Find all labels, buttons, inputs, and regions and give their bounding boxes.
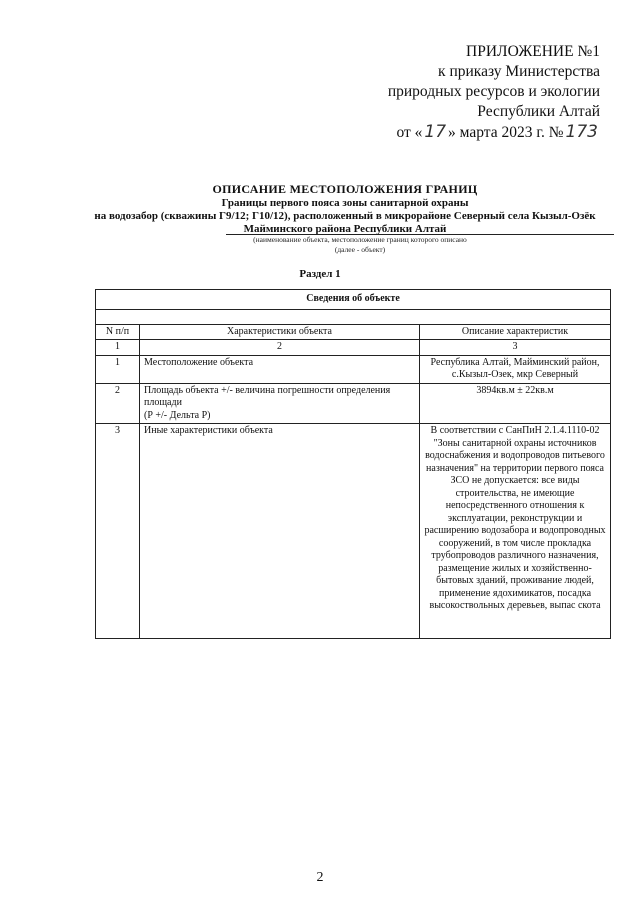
row-description: 3894кв.м ± 22кв.м	[420, 383, 611, 424]
appendix-title: ПРИЛОЖЕНИЕ №1	[466, 43, 600, 60]
col-header-number: N п/п	[96, 324, 140, 340]
handwritten-order-number: 173	[565, 122, 598, 142]
caption-line-1: (наименование объекта, местоположение границ которого описано	[253, 235, 467, 244]
table-spacer-row	[96, 309, 611, 324]
row-characteristic	[140, 383, 420, 424]
col-number-2: 2	[140, 340, 420, 356]
appendix-date-line	[300, 122, 600, 143]
col-number-1: 1	[96, 340, 140, 356]
table-row	[96, 383, 611, 424]
row-description: В соответствии с СанПиН 2.1.4.1110-02 "Зоны санитарной охраны источников водоснабжения и водопроводов питьевого назначения" на территории первого пояса ЗСО не допускается: все виды строительства, не имеющие непосредственного отношения к эксплуатации, реконструкции и расширению водозабора и водопроводных сооружений, в том числе прокладка трубопроводов различного назначения, размещение жилых и хозяйственно-бытовых зданий, проживание людей, применение ядохимикатов, посадка высокоствольных деревьев, выпас скота	[420, 424, 611, 639]
handwritten-day: 17	[424, 122, 447, 142]
row-number: 1	[96, 355, 140, 383]
table-heading: Сведения об объекте	[96, 290, 611, 310]
appendix-ministry: природных ресурсов и экологии	[387, 83, 600, 100]
title-caption	[180, 235, 540, 255]
document-title-block	[70, 182, 620, 236]
section-heading: Раздел 1	[299, 268, 341, 280]
document-subtitle-2: на водозабор (скважины Г9/12; Г10/12), расположенный в микрорайоне Северный села Кызыл-Озёк	[94, 210, 596, 222]
table-column-headers	[96, 324, 611, 340]
table-row	[96, 424, 611, 639]
col-number-3: 3	[420, 340, 611, 356]
object-info-table	[95, 289, 611, 639]
date-prefix: от «	[396, 124, 423, 141]
row-characteristic: Иные характеристики объекта	[140, 424, 420, 639]
row-description: Республика Алтай, Майминский район, с.Кызыл-Озек, мкр Северный	[420, 355, 611, 383]
appendix-region: Республики Алтай	[477, 103, 600, 120]
table-heading-row	[96, 290, 611, 310]
col-header-description: Описание характеристик	[420, 324, 611, 340]
caption-line-2: (далее - объект)	[334, 245, 386, 254]
row-characteristic-text: Площадь объекта +/- величина погрешности определения площади	[144, 384, 391, 408]
appendix-order-ref: к приказу Министерства	[438, 63, 600, 80]
document-subtitle-1: Границы первого пояса зоны санитарной охраны	[221, 197, 469, 209]
table-row	[96, 355, 611, 383]
page-number: 2	[316, 870, 324, 885]
row-number: 2	[96, 383, 140, 424]
appendix-header	[300, 42, 600, 143]
col-header-characteristic: Характеристики объекта	[140, 324, 420, 340]
row-characteristic-formula: (Р +/- Дельта Р)	[144, 409, 211, 421]
row-characteristic: Местоположение объекта	[140, 355, 420, 383]
row-number: 3	[96, 424, 140, 639]
date-mid: » марта 2023 г. №	[448, 124, 564, 141]
table-column-numbers	[96, 340, 611, 356]
document-title: ОПИСАНИЕ МЕСТОПОЛОЖЕНИЯ ГРАНИЦ	[212, 182, 478, 196]
table-spacer	[96, 309, 611, 324]
document-subtitle-3: Майминского района Республики Алтай	[243, 223, 447, 235]
